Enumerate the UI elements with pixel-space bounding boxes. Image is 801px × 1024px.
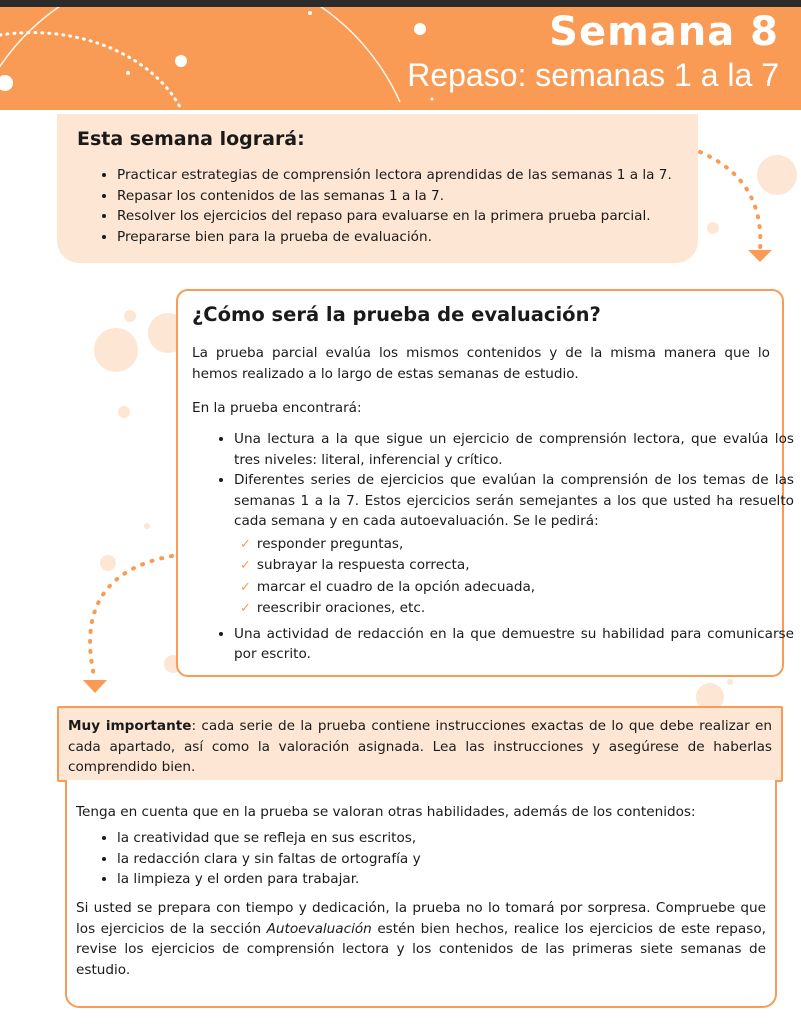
exam-bullet-series <box>234 470 794 620</box>
check-item-text: reescribir oraciones, etc. <box>256 600 426 616</box>
exam-list <box>212 429 794 665</box>
important-note <box>57 706 783 782</box>
goals-list <box>95 165 672 247</box>
exam-bullet-writing: • Una actividad de redacción en la que demuestre su habilidad para comunicarse por escrito. <box>234 624 794 665</box>
notes-outro-section-name: Autoevaluación <box>266 920 372 937</box>
check-icon: ✓ <box>240 558 251 573</box>
notes-outro <box>76 898 766 980</box>
check-item-text: marcar el cuadro de la opción adecuada, <box>256 578 536 595</box>
additional-notes-box <box>65 780 777 1008</box>
check-icon: ✓ <box>240 536 251 552</box>
week-subtitle: Repaso: semanas 1 a la 7 <box>407 57 779 93</box>
exam-info-box <box>176 289 794 677</box>
check-item-text: responder preguntas, <box>256 535 404 552</box>
check-item <box>240 577 794 599</box>
check-item <box>240 555 794 577</box>
important-text <box>68 716 772 778</box>
important-body: : cada serie de la prueba contiene instrucciones exactas de lo que debe realizar en cada apartado, así como la valoración asignada. Lea las instrucciones y asegúrese de haberlas comprendido bien. <box>68 718 773 775</box>
check-item <box>240 534 794 556</box>
check-icon: ✓ <box>240 601 251 616</box>
exam-bullet-reading: • Una lectura a la que sigue un ejercicio de comprensión lectora, que evalúa los tres niveles: literal, inferencial y crítico. <box>234 429 794 470</box>
goal-item: • Prepararse bien para la prueba de evaluación. <box>117 227 672 248</box>
important-label: Muy importante <box>68 718 192 734</box>
week-label: Semana 8 <box>549 9 779 55</box>
goal-item: • Resolver los ejercicios del repaso para evaluarse en la primera prueba parcial. <box>117 206 672 227</box>
check-icon: ✓ <box>240 579 251 595</box>
notes-outro-part1: Si usted se prepara con tiempo y dedicación, la prueba no lo tomará por sorpresa. Compruebe que los ejercicios de la sección <box>76 900 766 937</box>
exam-check-list <box>240 534 794 620</box>
header-banner <box>0 7 801 110</box>
notes-list <box>95 828 421 890</box>
exam-bullet-series-text: Diferentes series de ejercicios que evalúan la comprensión de los temas de las semanas 1 a la 7. Estos ejercicios serán semejantes a los que usted ha resuelto cada semana y en cada autoevaluación. Se le pedirá: <box>234 472 794 529</box>
notes-item: • la redacción clara y sin faltas de ortografía y <box>117 849 421 870</box>
exam-paragraph-1: La prueba parcial evalúa los mismos contenidos y de la misma manera que lo hemos realizado a lo largo de estas semanas de estudio. <box>192 345 770 382</box>
weekly-goals-panel <box>57 114 698 263</box>
notes-item: • la creatividad que se refleja en sus escritos, <box>117 828 421 849</box>
notes-item: • la limpieza y el orden para trabajar. <box>117 869 421 890</box>
top-dark-strip <box>0 0 801 7</box>
check-item-text: subrayar la respuesta correcta, <box>256 557 470 573</box>
goal-item: • Repasar los contenidos de las semanas 1 a la 7. <box>117 186 672 207</box>
notes-intro: Tenga en cuenta que en la prueba se valoran otras habilidades, además de los contenidos: <box>76 804 696 820</box>
goals-title: Esta semana logrará: <box>77 128 305 150</box>
check-item <box>240 598 794 620</box>
goal-item: • Practicar estrategias de comprensión lectora aprendidas de las semanas 1 a la 7. <box>117 165 672 186</box>
exam-title: ¿Cómo será la prueba de evaluación? <box>192 303 601 326</box>
notes-outro-part2: estén bien hechos, realice los ejercicios de este repaso, revise los ejercicios de comprensión lectora y los contenidos de las primeras siete semanas de estudio. <box>76 920 766 978</box>
exam-paragraph-2: En la prueba encontrará: <box>192 400 362 416</box>
